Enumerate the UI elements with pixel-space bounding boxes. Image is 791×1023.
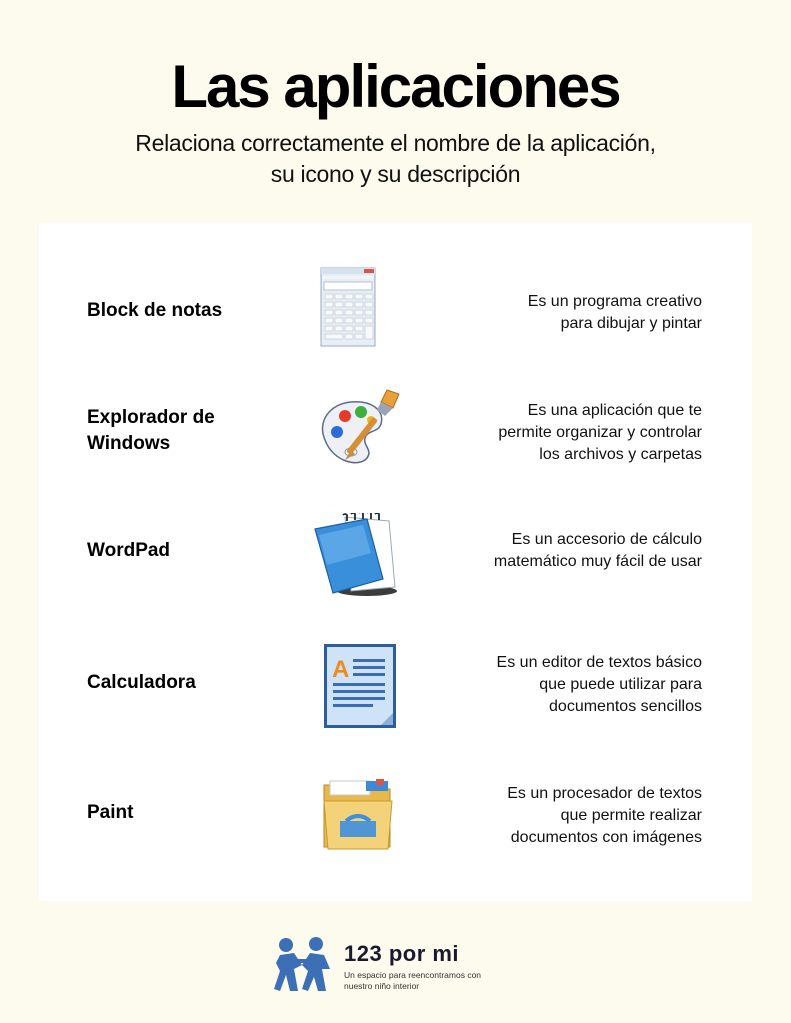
desc-2-line-2: permite organizar y controlar — [498, 424, 702, 441]
app-name-2-line-1: Explorador de — [87, 407, 215, 428]
desc-3-line-2: matemático muy fácil de usar — [493, 553, 702, 570]
app-name-4 — [87, 670, 196, 696]
desc-4-line-2: que puede utilizar para — [539, 676, 702, 693]
matching-row-5 — [39, 775, 752, 865]
app-name-3 — [87, 538, 170, 564]
desc-5-line-3: documentos con imágenes — [510, 829, 702, 846]
app-description-4 — [442, 652, 702, 718]
matching-card — [39, 223, 752, 901]
matching-row-1 — [39, 267, 752, 357]
matching-row-4 — [39, 643, 752, 733]
app-description-2 — [442, 400, 702, 466]
brand-name: 123 por mi — [344, 941, 460, 966]
app-name-5-line-1: Paint — [87, 802, 134, 823]
children-logo-icon — [272, 935, 334, 1000]
brand-tagline — [344, 970, 494, 992]
app-name-1-line-1: Block de notas — [87, 300, 223, 321]
calculator-icon — [320, 267, 376, 352]
wordpad-icon — [323, 643, 397, 734]
page-subtitle — [95, 128, 696, 190]
footer-logo — [272, 933, 532, 997]
app-name-3-line-1: WordPad — [87, 540, 171, 561]
matching-row-3 — [39, 511, 752, 601]
folder-explorer-icon — [320, 777, 396, 858]
subtitle-line-1: Relaciona correctamente el nombre de la aplicación, — [135, 130, 656, 156]
tagline-line-1: Un espacio para reencontramos con — [344, 970, 482, 980]
desc-5-line-1: Es un procesador de textos — [507, 785, 702, 802]
desc-4-line-1: Es un editor de textos básico — [496, 654, 702, 671]
app-description-1 — [442, 291, 702, 335]
desc-1-line-2: para dibujar y pintar — [560, 315, 702, 332]
svg-text:A: A — [332, 656, 350, 683]
desc-5-line-2: que permite realizar — [560, 807, 702, 824]
desc-2-line-1: Es una aplicación que te — [527, 402, 702, 419]
app-name-2 — [87, 405, 215, 457]
desc-4-line-3: documentos sencillos — [549, 698, 702, 715]
paint-palette-icon — [315, 388, 405, 477]
app-name-1 — [87, 298, 222, 324]
tagline-line-2: nuestro niño interior — [344, 981, 420, 991]
desc-1-line-1: Es un programa creativo — [527, 293, 702, 310]
page-title: Las aplicaciones — [171, 53, 620, 120]
desc-2-line-3: los archivos y carpetas — [539, 446, 702, 463]
app-name-4-line-1: Calculadora — [87, 672, 196, 693]
matching-row-2 — [39, 386, 752, 476]
app-description-3 — [442, 529, 702, 573]
app-description-5 — [442, 783, 702, 849]
app-name-5 — [87, 800, 133, 826]
app-name-2-line-2: Windows — [87, 433, 171, 454]
subtitle-line-2: su icono y su descripción — [270, 161, 521, 187]
notepad-icon — [305, 513, 405, 602]
desc-3-line-1: Es un accesorio de cálculo — [511, 531, 702, 548]
